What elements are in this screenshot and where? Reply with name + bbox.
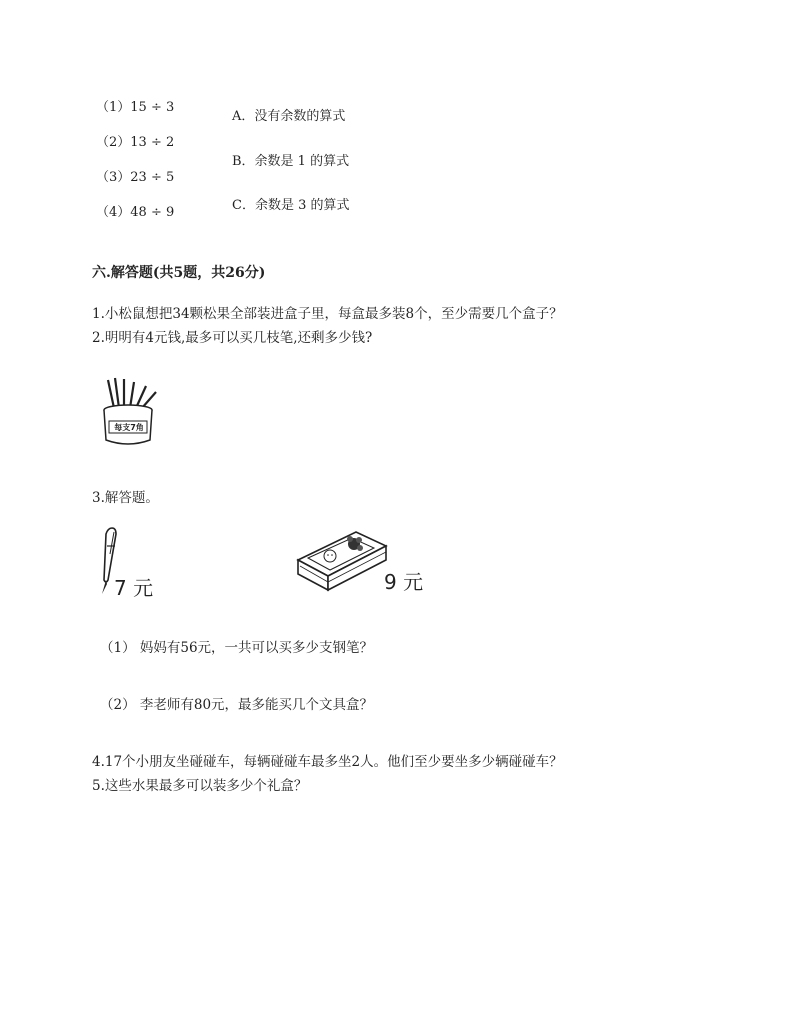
section-title: 六.解答题(共5题，共26分) (92, 265, 266, 281)
pencil-cup-label: 每支7角 (114, 423, 144, 432)
match-right-c: C．余数是 3 的算式 (232, 198, 350, 213)
pencil-cup-illustration (100, 376, 162, 448)
question-1: 1.小松鼠想把34颗松果全部装进盒子里，每盒最多装8个，至少需要几个盒子？ (92, 306, 563, 322)
question-5: 5.这些水果最多可以装多少个礼盒？ (92, 778, 308, 794)
match-left-3: （3）23 ÷ 5 (96, 170, 175, 185)
match-right-a: A．没有余数的算式 (232, 109, 346, 124)
match-left-2: （2）13 ÷ 2 (96, 135, 175, 150)
pen-price: 7 元 (114, 576, 154, 600)
match-right-b: B．余数是 1 的算式 (232, 154, 350, 169)
question-3: 3.解答题。 (92, 490, 159, 506)
question-3-sub-2: （2） 李老师有80元，最多能买几个文具盒？ (100, 697, 374, 713)
pencil-box-illustration (294, 524, 390, 602)
match-left-1: （1）15 ÷ 3 (96, 100, 175, 115)
question-4: 4.17个小朋友坐碰碰车，每辆碰碰车最多坐2人。他们至少要坐多少辆碰碰车？ (92, 754, 563, 770)
question-2: 2.明明有4元钱,最多可以买几枝笔,还剩多少钱? (92, 330, 373, 346)
match-left-4: （4）48 ÷ 9 (96, 205, 175, 220)
pencil-box-price: 9 元 (384, 570, 424, 594)
question-3-sub-1: （1） 妈妈有56元，一共可以买多少支钢笔？ (100, 640, 374, 656)
